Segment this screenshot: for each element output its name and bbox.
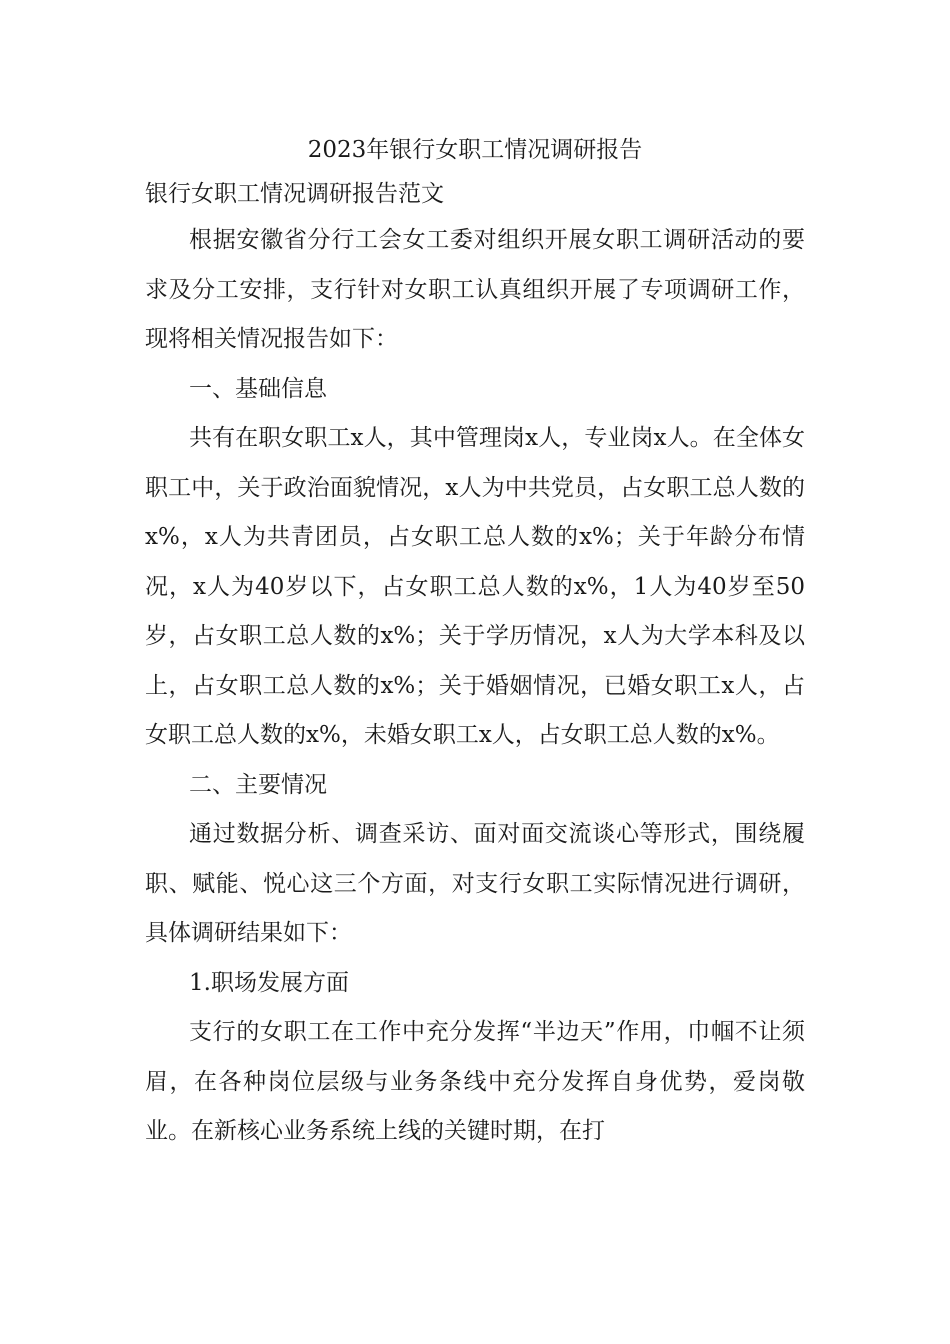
career-paragraph: 支行的女职工在工作中充分发挥“半边天”作用，巾帼不让须眉，在各种岗位层级与业务条线中充分发挥自身优势，爱岗敬业。在新核心业务系统上线的关键时期，在打 bbox=[145, 1019, 805, 1144]
document-body bbox=[145, 128, 805, 1157]
main-situation-paragraph: 通过数据分析、调查采访、面对面交流谈心等形式，围绕履职、赋能、悦心这三个方面，对支行女职工实际情况进行调研，具体调研结果如下： bbox=[145, 821, 805, 946]
document-subtitle: 银行女职工情况调研报告范文 bbox=[145, 181, 444, 207]
section-heading-main-situation: 二、主要情况 bbox=[189, 771, 327, 798]
section-heading-basic-info: 一、基础信息 bbox=[189, 375, 327, 402]
basic-info-paragraph: 共有在职女职工x人，其中管理岗x人，专业岗x人。在全体女职工中，关于政治面貌情况，x人为中共党员，占女职工总人数的x%，x人为共青团员，占女职工总人数的x%；关于年龄分布情况，x人为40岁以下，占女职工总人数的x%，1人为40岁至50岁，占女职工总人数的x%；关于学历情况，x人为大学本科及以上，占女职工总人数的x%；关于婚姻情况，已婚女职工x人，占女职工总人数的x%，未婚女职工x人，占女职工总人数的x%。 bbox=[145, 425, 805, 748]
document-title: 2023年银行女职工情况调研报告 bbox=[307, 137, 643, 163]
subsection-heading-career: 1.职场发展方面 bbox=[189, 969, 349, 996]
intro-paragraph: 根据安徽省分行工会女工委对组织开展女职工调研活动的要求及分工安排，支行针对女职工认真组织开展了专项调研工作，现将相关情况报告如下： bbox=[145, 227, 805, 352]
